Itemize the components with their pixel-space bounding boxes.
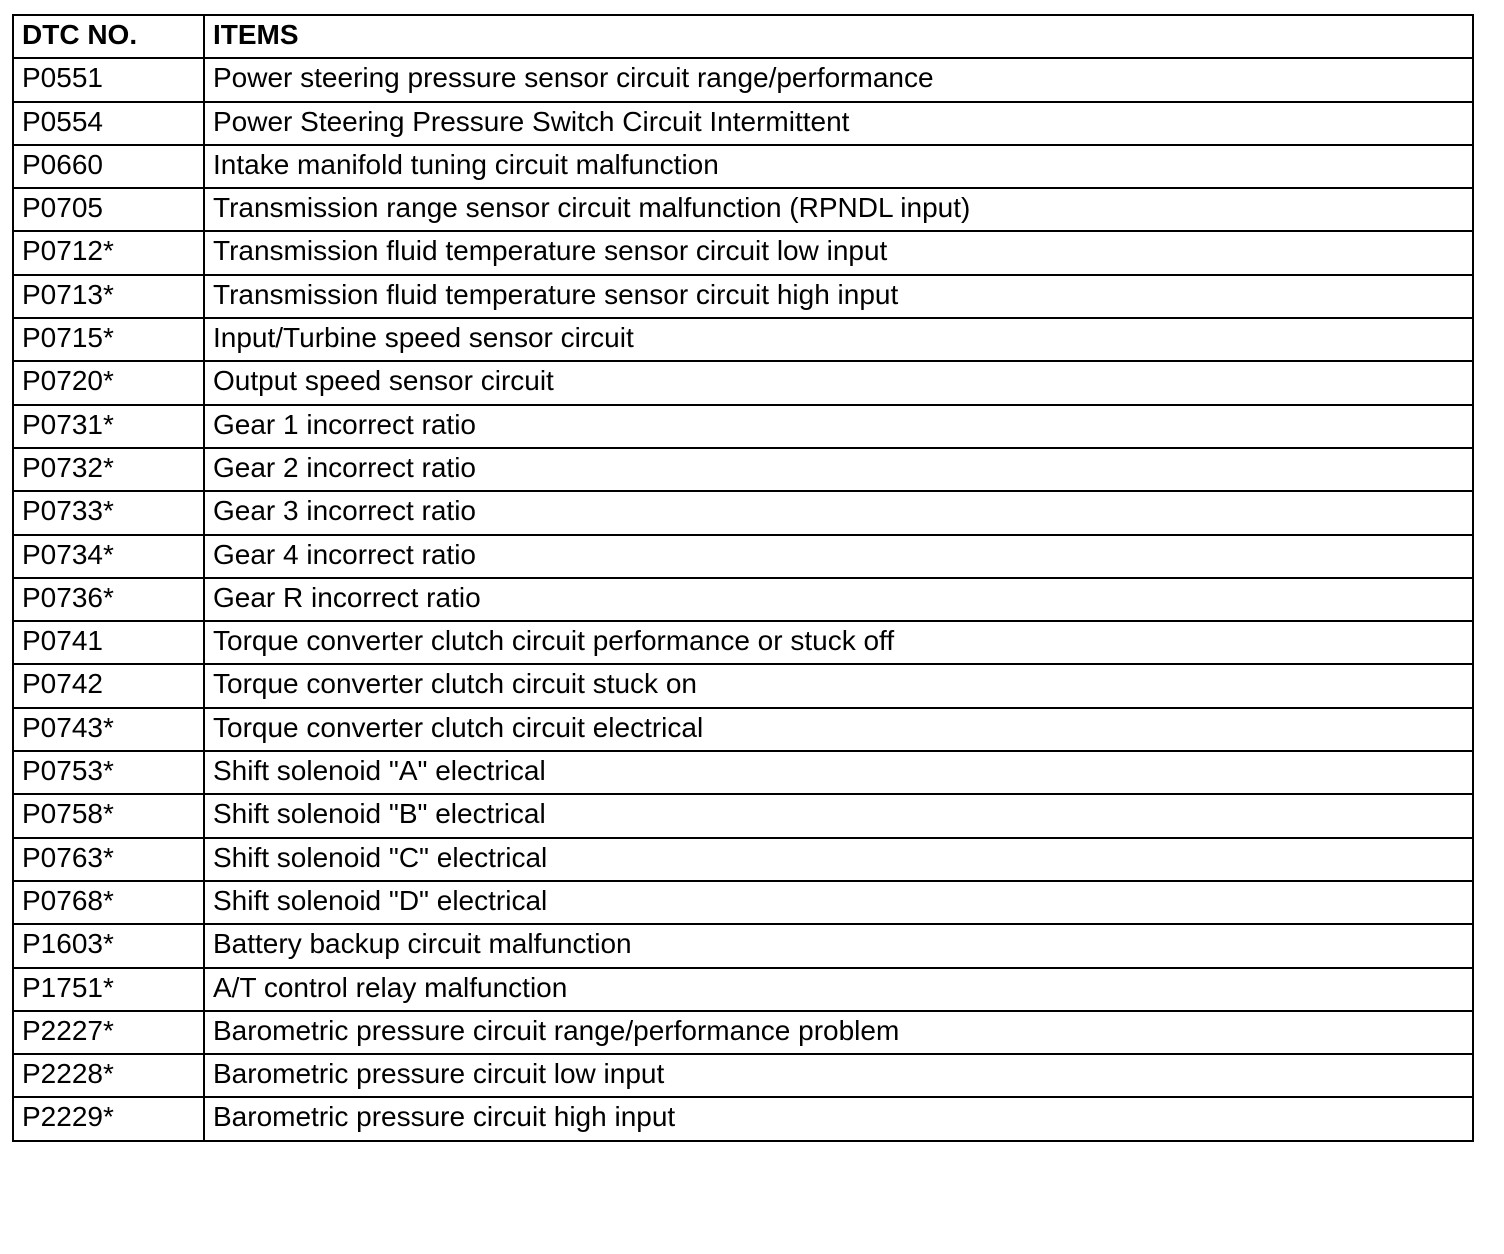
dtc-item-cell: Transmission fluid temperature sensor circuit high input (204, 275, 1473, 318)
dtc-item-cell: Transmission range sensor circuit malfunction (RPNDL input) (204, 188, 1473, 231)
dtc-code-cell: P0554 (13, 102, 204, 145)
dtc-item-cell: Output speed sensor circuit (204, 361, 1473, 404)
table-body (13, 58, 1473, 1140)
dtc-item-cell: Barometric pressure circuit range/performance problem (204, 1011, 1473, 1054)
dtc-code-cell: P0742 (13, 664, 204, 707)
dtc-code-cell: P0736* (13, 578, 204, 621)
dtc-item-cell: Transmission fluid temperature sensor circuit low input (204, 231, 1473, 274)
dtc-item-cell: Gear 3 incorrect ratio (204, 491, 1473, 534)
table-row (13, 491, 1473, 534)
table-row (13, 924, 1473, 967)
dtc-code-cell: P0551 (13, 58, 204, 101)
dtc-code-cell: P0758* (13, 794, 204, 837)
table-row (13, 275, 1473, 318)
header-dtc-no: DTC NO. (13, 15, 204, 58)
dtc-item-cell: Torque converter clutch circuit stuck on (204, 664, 1473, 707)
dtc-code-cell: P0712* (13, 231, 204, 274)
dtc-code-cell: P2228* (13, 1054, 204, 1097)
table-row (13, 664, 1473, 707)
dtc-code-cell: P0715* (13, 318, 204, 361)
dtc-item-cell: Power Steering Pressure Switch Circuit Intermittent (204, 102, 1473, 145)
table-row (13, 58, 1473, 101)
table-row (13, 881, 1473, 924)
table-row (13, 188, 1473, 231)
dtc-code-cell: P0731* (13, 405, 204, 448)
dtc-code-cell: P0741 (13, 621, 204, 664)
table-row (13, 794, 1473, 837)
dtc-item-cell: Shift solenoid "D" electrical (204, 881, 1473, 924)
dtc-item-cell: Gear R incorrect ratio (204, 578, 1473, 621)
dtc-item-cell: Barometric pressure circuit high input (204, 1097, 1473, 1140)
table-row (13, 448, 1473, 491)
dtc-code-cell: P0733* (13, 491, 204, 534)
dtc-item-cell: Battery backup circuit malfunction (204, 924, 1473, 967)
dtc-code-cell: P2227* (13, 1011, 204, 1054)
dtc-code-cell: P2229* (13, 1097, 204, 1140)
dtc-item-cell: Gear 1 incorrect ratio (204, 405, 1473, 448)
table-header-row (13, 15, 1473, 58)
dtc-item-cell: Torque converter clutch circuit electrical (204, 708, 1473, 751)
dtc-code-cell: P1751* (13, 968, 204, 1011)
dtc-code-cell: P0660 (13, 145, 204, 188)
dtc-code-cell: P0768* (13, 881, 204, 924)
dtc-code-cell: P0713* (13, 275, 204, 318)
dtc-item-cell: Power steering pressure sensor circuit range/performance (204, 58, 1473, 101)
dtc-code-cell: P0720* (13, 361, 204, 404)
table-row (13, 318, 1473, 361)
table-row (13, 621, 1473, 664)
dtc-code-cell: P0734* (13, 535, 204, 578)
table-row (13, 361, 1473, 404)
dtc-code-cell: P0743* (13, 708, 204, 751)
dtc-code-cell: P0763* (13, 838, 204, 881)
table-row (13, 405, 1473, 448)
header-items: ITEMS (204, 15, 1473, 58)
dtc-item-cell: Shift solenoid "C" electrical (204, 838, 1473, 881)
dtc-code-cell: P1603* (13, 924, 204, 967)
table-row (13, 578, 1473, 621)
table-row (13, 838, 1473, 881)
table-row (13, 535, 1473, 578)
dtc-item-cell: Shift solenoid "A" electrical (204, 751, 1473, 794)
dtc-table (12, 14, 1474, 1142)
table-row (13, 1054, 1473, 1097)
dtc-code-cell: P0705 (13, 188, 204, 231)
table-row (13, 1011, 1473, 1054)
table-row (13, 968, 1473, 1011)
dtc-item-cell: Gear 4 incorrect ratio (204, 535, 1473, 578)
dtc-code-cell: P0753* (13, 751, 204, 794)
dtc-item-cell: Torque converter clutch circuit performance or stuck off (204, 621, 1473, 664)
table-row (13, 145, 1473, 188)
dtc-item-cell: Input/Turbine speed sensor circuit (204, 318, 1473, 361)
table-row (13, 708, 1473, 751)
table-row (13, 102, 1473, 145)
dtc-item-cell: A/T control relay malfunction (204, 968, 1473, 1011)
table-row (13, 231, 1473, 274)
dtc-item-cell: Shift solenoid "B" electrical (204, 794, 1473, 837)
table-row (13, 751, 1473, 794)
dtc-item-cell: Intake manifold tuning circuit malfunction (204, 145, 1473, 188)
table-row (13, 1097, 1473, 1140)
dtc-item-cell: Gear 2 incorrect ratio (204, 448, 1473, 491)
dtc-item-cell: Barometric pressure circuit low input (204, 1054, 1473, 1097)
dtc-code-cell: P0732* (13, 448, 204, 491)
